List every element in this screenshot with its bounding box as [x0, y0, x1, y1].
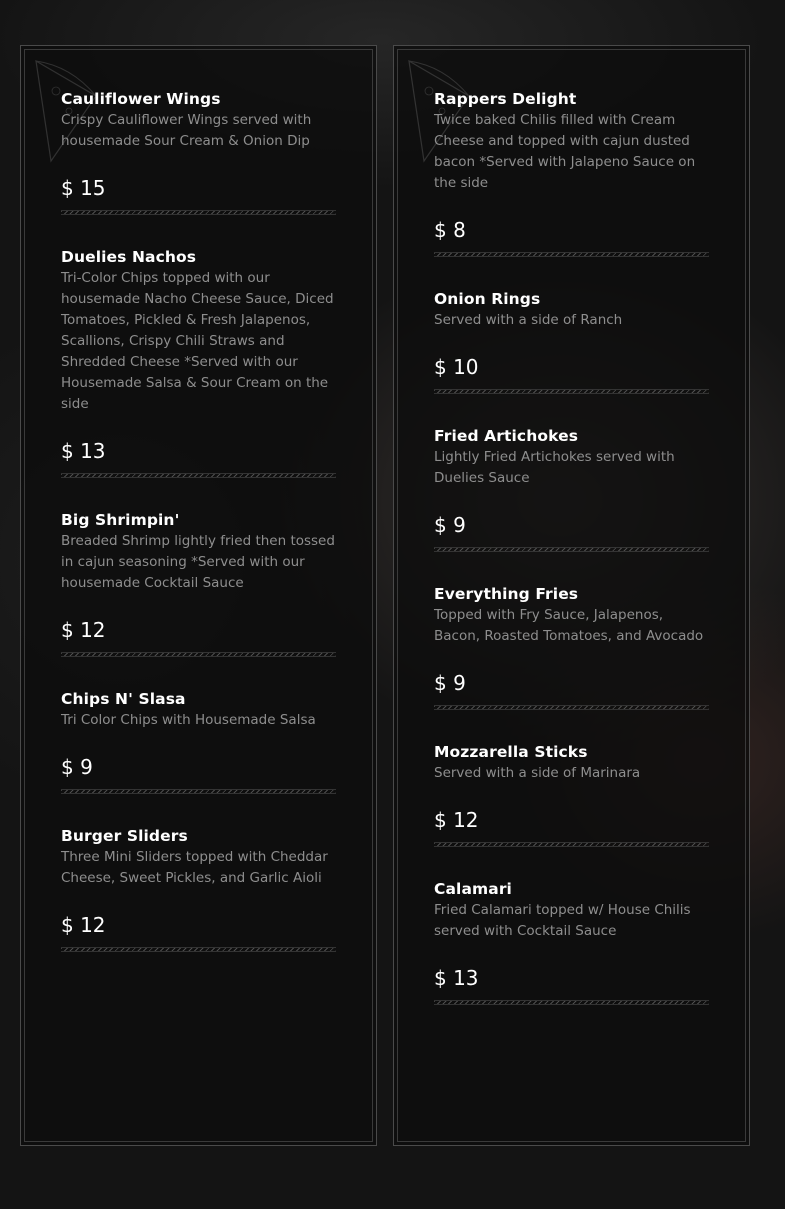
- item-price: $ 9: [434, 513, 466, 537]
- divider: [61, 789, 336, 794]
- menu-item: [61, 688, 336, 794]
- item-name: Rappers Delight: [434, 90, 577, 108]
- divider: [61, 210, 336, 215]
- menu-item: [434, 741, 709, 847]
- item-description: Breaded Shrimp lightly fried then tossed in cajun seasoning *Served with our housemade Cocktail Sauce: [61, 533, 335, 591]
- item-name: Mozzarella Sticks: [434, 743, 588, 761]
- menu-item: [434, 88, 709, 257]
- divider: [434, 252, 709, 257]
- menu-item: [61, 246, 336, 478]
- item-name: Chips N' Slasa: [61, 690, 186, 708]
- item-description: Twice baked Chilis filled with Cream Cheese and topped with cajun dusted bacon *Served with Jalapeno Sauce on the side: [434, 112, 696, 191]
- item-description: Crispy Cauliflower Wings served with housemade Sour Cream & Onion Dip: [61, 112, 312, 149]
- divider: [61, 473, 336, 478]
- divider: [61, 947, 336, 952]
- item-name: Burger Sliders: [61, 827, 188, 845]
- divider: [434, 842, 709, 847]
- menu-item: [434, 425, 709, 552]
- item-name: Duelies Nachos: [61, 248, 197, 266]
- item-price: $ 15: [61, 176, 106, 200]
- item-description: Served with a side of Ranch: [434, 312, 623, 328]
- divider: [434, 547, 709, 552]
- menu-panel-right: [393, 45, 750, 1146]
- menu-item: [61, 825, 336, 952]
- item-name: Cauliflower Wings: [61, 90, 221, 108]
- menu-panel-left-inner: [24, 49, 373, 1142]
- item-price: $ 9: [61, 755, 93, 779]
- item-name: Fried Artichokes: [434, 427, 579, 445]
- item-price: $ 13: [434, 966, 479, 990]
- menu-item: [434, 288, 709, 394]
- item-name: Calamari: [434, 880, 512, 898]
- menu-item: [61, 88, 336, 215]
- item-description: Served with a side of Marinara: [434, 765, 641, 781]
- item-price: $ 12: [434, 808, 479, 832]
- item-price: $ 9: [434, 671, 466, 695]
- item-name: Everything Fries: [434, 585, 579, 603]
- item-name: Onion Rings: [434, 290, 541, 308]
- item-price: $ 10: [434, 355, 479, 379]
- divider: [61, 652, 336, 657]
- item-description: Fried Calamari topped w/ House Chilis served with Cocktail Sauce: [434, 902, 691, 939]
- item-description: Lightly Fried Artichokes served with Duelies Sauce: [434, 449, 675, 486]
- menu-item: [434, 878, 709, 1005]
- divider: [434, 389, 709, 394]
- menu-item: [61, 509, 336, 657]
- menu-item: [434, 583, 709, 710]
- item-name: Big Shrimpin': [61, 511, 180, 529]
- divider: [434, 705, 709, 710]
- menu-panel-right-inner: [397, 49, 746, 1142]
- item-description: Topped with Fry Sauce, Jalapenos, Bacon, Roasted Tomatoes, and Avocado: [434, 607, 704, 644]
- item-description: Three Mini Sliders topped with Cheddar Cheese, Sweet Pickles, and Garlic Aioli: [61, 849, 328, 886]
- divider: [434, 1000, 709, 1005]
- item-price: $ 8: [434, 218, 466, 242]
- item-description: Tri Color Chips with Housemade Salsa: [61, 712, 316, 728]
- menu-panel-left: [20, 45, 377, 1146]
- item-price: $ 13: [61, 439, 106, 463]
- item-price: $ 12: [61, 913, 106, 937]
- item-description: Tri-Color Chips topped with our housemade Nacho Cheese Sauce, Diced Tomatoes, Pickled & Fresh Jalapenos, Scallions, Crispy Chili Straws and Shredded Cheese *Served with our Housemade Salsa & Sour Cream on the side: [61, 270, 334, 412]
- item-price: $ 12: [61, 618, 106, 642]
